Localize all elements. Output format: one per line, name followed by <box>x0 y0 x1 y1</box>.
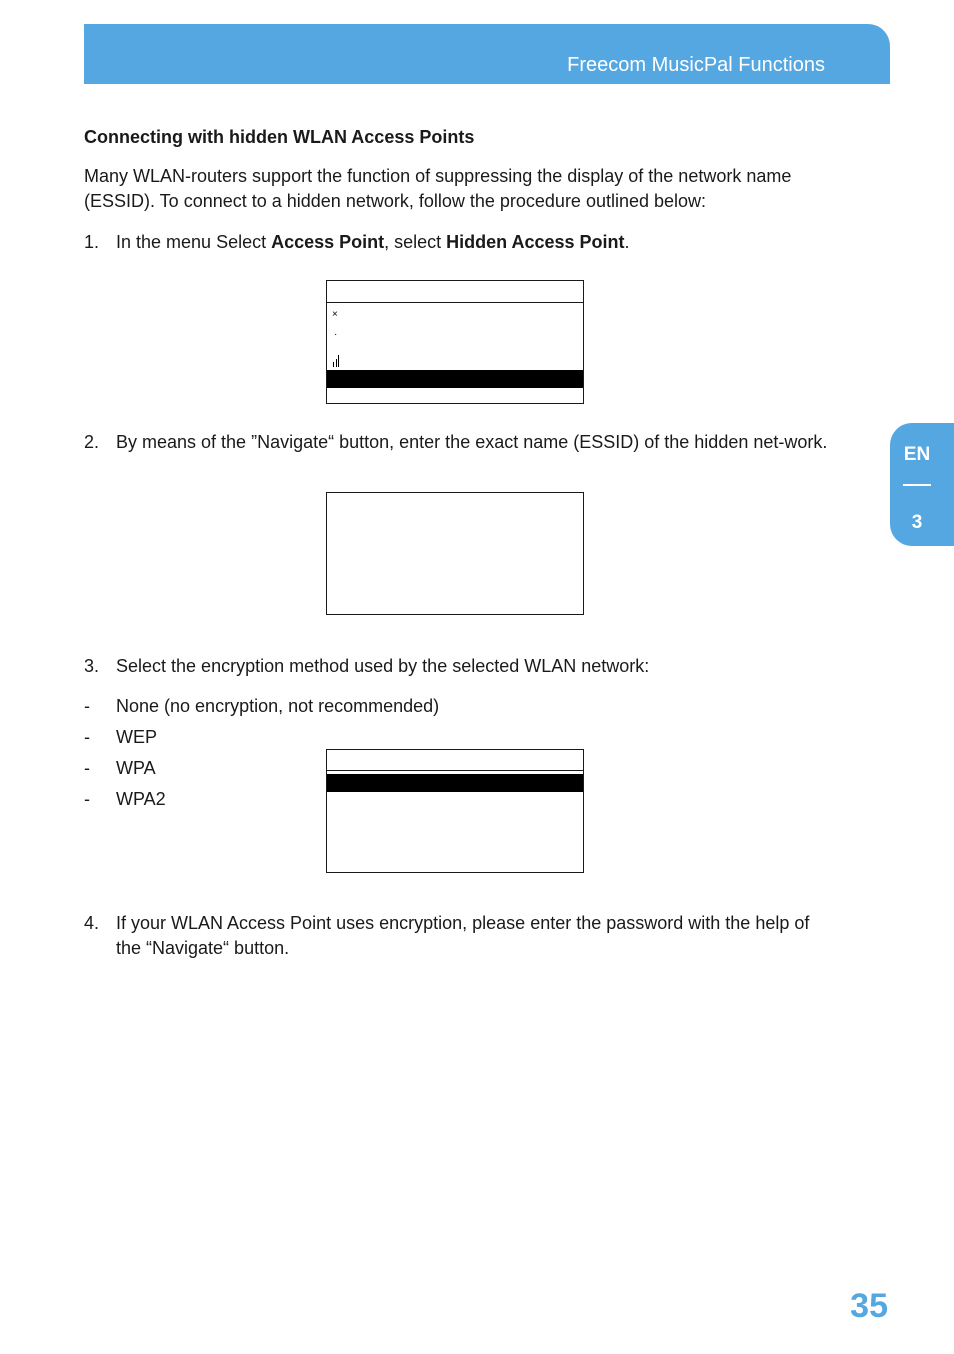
option-wep: WEP <box>116 727 158 747</box>
chapter-tab <box>890 423 954 546</box>
screen-encryption-select <box>326 749 584 873</box>
option-wpa: WPA <box>116 758 156 778</box>
page-number: 35 <box>850 1287 888 1325</box>
signal-strength-icon <box>333 355 341 367</box>
step-3-number: 3. <box>84 656 100 676</box>
step-4-number: 4. <box>84 913 100 933</box>
step-1-mid: , select <box>384 232 447 252</box>
step-3-text: Select the encryption method used by the selected WLAN network: <box>116 656 650 676</box>
option-dash: - <box>84 789 90 809</box>
screen-essid-entry <box>326 492 584 615</box>
chapter-number: 3 <box>911 512 923 533</box>
selected-menu-row <box>327 370 583 388</box>
header-bar <box>84 24 890 84</box>
step-1-access-point: Access Point <box>271 232 385 252</box>
step-1-text <box>116 230 828 255</box>
step-1-hidden-access-point: Hidden Access Point <box>446 232 625 252</box>
screen-title-divider <box>327 770 583 771</box>
screen-title-divider <box>327 302 583 303</box>
step-1-pre: In the menu Select <box>116 232 272 252</box>
step-1-number: 1. <box>84 232 100 252</box>
tab-divider <box>903 484 931 486</box>
option-wpa2: WPA2 <box>116 789 166 809</box>
option-dash: - <box>84 727 90 747</box>
step-2-text: By means of the ”Navigate“ button, enter the exact name (ESSID) of the hidden net-work. <box>116 432 828 452</box>
section-heading: Connecting with hidden WLAN Access Points <box>84 127 475 147</box>
language-label: EN <box>903 444 931 465</box>
step-1-post: . <box>624 232 630 252</box>
screen-access-point-menu <box>326 280 584 404</box>
option-dash: - <box>84 758 90 778</box>
dot-icon: · <box>334 329 338 340</box>
intro-paragraph: Many WLAN-routers support the function of suppressing the display of the network name (ESSID). To connect to a hidden network, follow the procedure outlined below: <box>84 166 792 211</box>
option-none: None (no encryption, not recommended) <box>116 696 440 716</box>
header-title: Freecom MusicPal Functions <box>567 54 825 76</box>
step-4-text: If your WLAN Access Point uses encryption, please enter the password with the help of the “Navigate“ button. <box>116 913 810 958</box>
option-dash: - <box>84 696 90 716</box>
close-icon: × <box>332 309 338 320</box>
step-2-number: 2. <box>84 432 100 452</box>
selected-menu-row <box>327 774 583 792</box>
